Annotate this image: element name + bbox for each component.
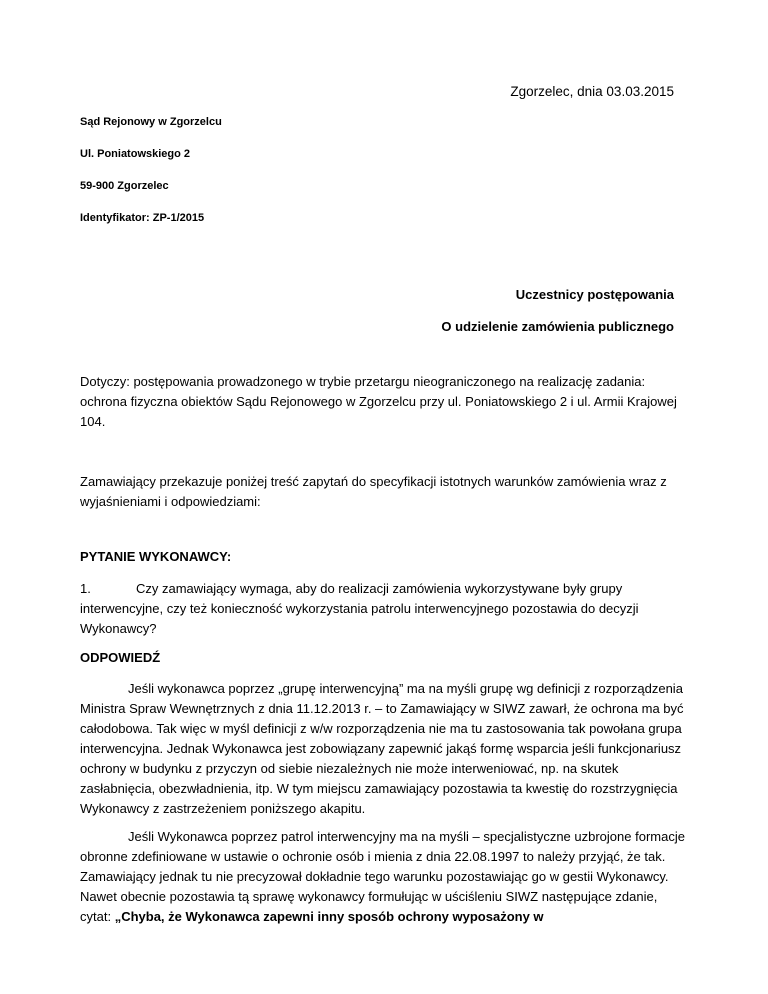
sender-court: Sąd Rejonowy w Zgorzelcu	[80, 116, 222, 128]
question-1	[80, 579, 688, 639]
sender-identifier: Identyfikator: ZP-1/2015	[80, 212, 205, 224]
question-number: 1.	[80, 581, 91, 596]
answer-paragraph-2-quote: „Chyba, że Wykonawca zapewni inny sposób ochrony wyposażony w	[114, 909, 544, 924]
recipient-line-1: Uczestnicy postępowania	[515, 287, 674, 302]
question-heading: PYTANIE WYKONAWCY:	[80, 549, 232, 564]
subject-paragraph: Dotyczy: postępowania prowadzonego w trybie przetargu nieograniczonego na realizację zadania: ochrona fizyczna obiektów Sądu Rejonowego w Zgorzelcu przy ul. Poniatowskiego 2 i ul. Armii Krajowej 104.	[80, 374, 677, 429]
date-line: Zgorzelec, dnia 03.03.2015	[510, 84, 674, 99]
answer-paragraph-2-text: Jeśli Wykonawca poprzez patrol interwencyjny ma na myśli – specjalistyczne uzbrojone formacje obronne zdefiniowane w ustawie o ochronie osób i mienia z dnia 22.08.1997 to należy przyjąć, że tak. Zamawiający jednak tu nie precyzował dokładnie tego warunku pozostawiając go w gestii Wykonawcy. Nawet obecnie pozostawia tą sprawę wykonawcy formułując w uściśleniu SIWZ następujące zdanie, cytat:	[80, 829, 685, 924]
recipient-line-2: O udzielenie zamówienia publicznego	[441, 319, 674, 334]
sender-city: 59-900 Zgorzelec	[80, 180, 169, 192]
question-text: Czy zamawiający wymaga, aby do realizacji zamówienia wykorzystywane były grupy interwencyjne, czy też konieczność wykorzystania patrolu interwencyjnego pozostawia do decyzji Wykonawcy?	[80, 581, 639, 636]
answer-paragraph-1: Jeśli wykonawca poprzez „grupę interwencyjną” ma na myśli grupę wg definicji z rozporządzenia Ministra Spraw Wewnętrznych z dnia 11.12.2013 r. – to Zamawiający w SIWZ zawarł, że ochrona ma być całodobowa. Tak więc w myśl definicji z w/w rozporządzenia nie ma tu zastosowania tak powołana grupa interwencyjna. Jednak Wykonawca jest zobowiązany zapewnić jakąś formę wsparcia jeśli funkcjonariusz ochrony w budynku z przyczyn od siebie niezależnych nie może interweniować, np. na skutek zasłabnięcia, obezwładnienia, itp. W tym miejscu zamawiający pozostawia ta kwestię do rozstrzygnięcia Wykonawcy z zastrzeżeniem poniższego akapitu.	[80, 681, 684, 816]
answer-heading: ODPOWIEDŹ	[80, 650, 161, 665]
answer-paragraph-2	[80, 827, 688, 927]
sender-street: Ul. Poniatowskiego 2	[80, 148, 191, 160]
intro-paragraph: Zamawiający przekazuje poniżej treść zapytań do specyfikacji istotnych warunków zamówienia wraz z wyjaśnieniami i odpowiedziami:	[80, 474, 667, 509]
